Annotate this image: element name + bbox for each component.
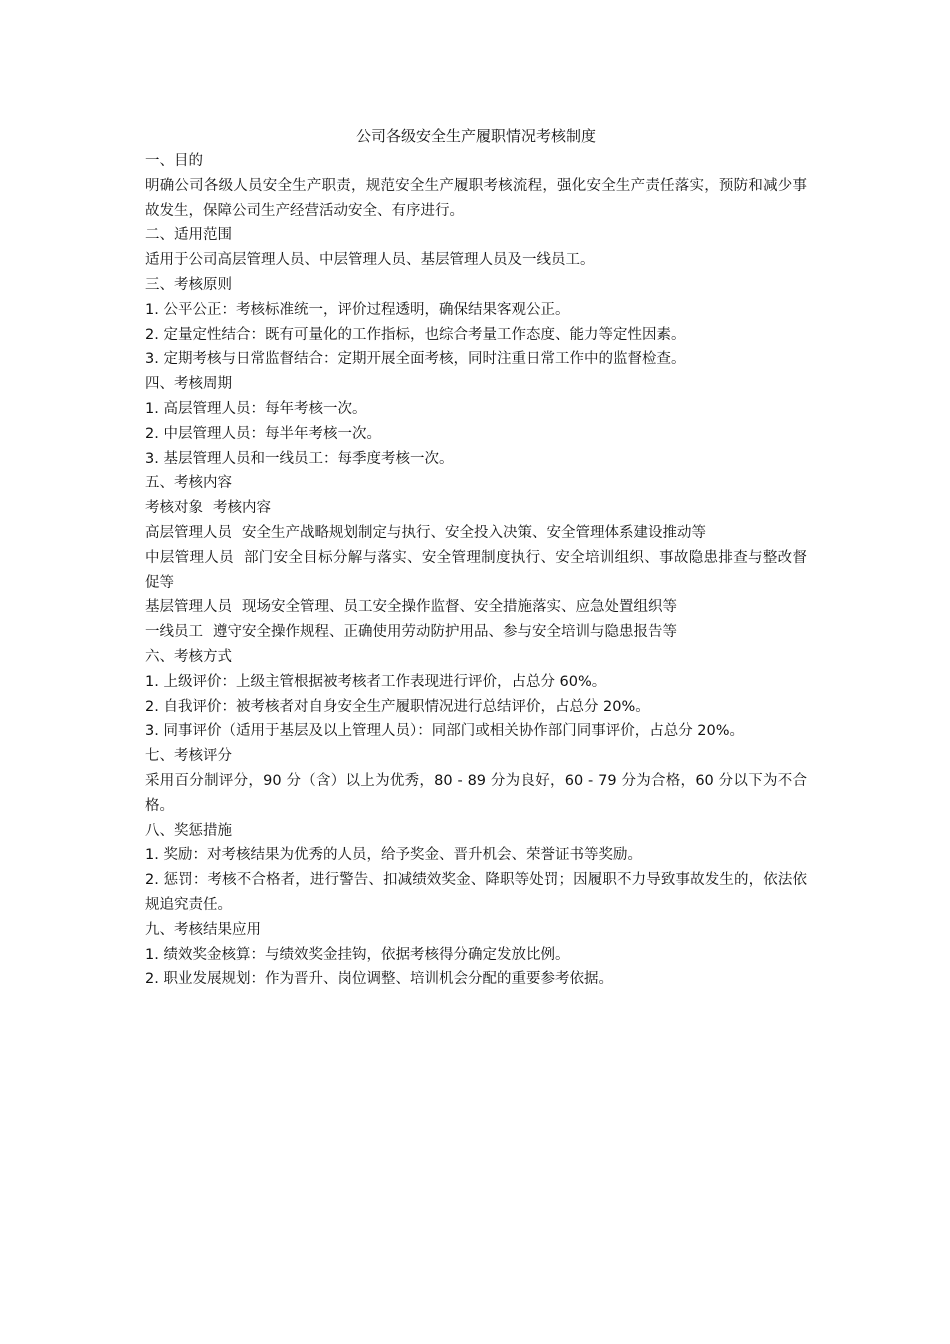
document-page <box>145 124 807 992</box>
table-row <box>145 546 807 596</box>
section-heading-scoring: 七、考核评分 <box>145 748 232 765</box>
table-cell: 安全生产战略规划制定与执行、安全投入决策、安全管理体系建设推动等 <box>242 524 706 541</box>
list-item: 2. 惩罚：考核不合格者，进行警告、扣减绩效奖金、降职等处罚；因履职不力导致事故发生的，依法依规追究责任。 <box>145 872 807 913</box>
section-heading-method: 六、考核方式 <box>145 648 232 665</box>
section-heading-content: 五、考核内容 <box>145 475 232 492</box>
table-cell: 中层管理人员 <box>145 549 234 566</box>
table-row <box>145 595 807 620</box>
table-header-cell: 考核内容 <box>213 500 271 517</box>
list-item: 1. 公平公正：考核标准统一，评价过程透明，确保结果客观公正。 <box>145 301 570 318</box>
document-title: 公司各级安全生产履职情况考核制度 <box>355 127 596 145</box>
section-text-scope: 适用于公司高层管理人员、中层管理人员、基层管理人员及一线员工。 <box>145 252 595 269</box>
table-cell: 一线员工 <box>145 624 203 641</box>
table-row <box>145 620 807 645</box>
list-item: 2. 自我评价：被考核者对自身安全生产履职情况进行总结评价，占总分 20%。 <box>145 698 650 715</box>
table-header-row <box>145 496 807 521</box>
list-item: 2. 中层管理人员：每半年考核一次。 <box>145 425 381 442</box>
list-item: 3. 基层管理人员和一线员工：每季度考核一次。 <box>145 450 454 467</box>
section-heading-rewards: 八、奖惩措施 <box>145 822 232 839</box>
list-item: 3. 同事评价（适用于基层及以上管理人员）：同部门或相关协作部门同事评价，占总分 20%。 <box>145 723 745 740</box>
list-item: 1. 上级评价：上级主管根据被考核者工作表现进行评价，占总分 60%。 <box>145 673 607 690</box>
section-heading-scope: 二、适用范围 <box>145 227 232 244</box>
table-header-cell: 考核对象 <box>145 500 203 517</box>
section-text-purpose: 明确公司各级人员安全生产职责，规范安全生产履职考核流程，强化安全生产责任落实，预防和减少事故发生，保障公司生产经营活动安全、有序进行。 <box>145 177 807 219</box>
section-text-scoring: 采用百分制评分，90 分（含）以上为优秀，80 - 89 分为良好，60 - 79 分为合格，60 分以下为不合格。 <box>145 772 807 814</box>
section-heading-purpose: 一、目的 <box>145 153 203 169</box>
section-heading-principles: 三、考核原则 <box>145 276 232 293</box>
table-cell: 高层管理人员 <box>145 524 232 541</box>
table-cell: 遵守安全操作规程、正确使用劳动防护用品、参与安全培训与隐患报告等 <box>213 624 677 641</box>
section-heading-application: 九、考核结果应用 <box>145 921 261 938</box>
list-item: 1. 奖励：对考核结果为优秀的人员，给予奖金、晋升机会、荣誉证书等奖励。 <box>145 847 642 864</box>
list-item: 2. 职业发展规划：作为晋升、岗位调整、培训机会分配的重要参考依据。 <box>145 971 613 988</box>
table-row <box>145 521 807 546</box>
table-cell: 基层管理人员 <box>145 599 232 616</box>
list-item: 2. 定量定性结合：既有可量化的工作指标，也综合考量工作态度、能力等定性因素。 <box>145 326 686 343</box>
section-heading-cycle: 四、考核周期 <box>145 376 232 393</box>
list-item: 1. 绩效奖金核算：与绩效奖金挂钩，依据考核得分确定发放比例。 <box>145 946 570 963</box>
table-cell: 部门安全目标分解与落实、安全管理制度执行、安全培训组织、事故隐患排查与整改督促等 <box>145 549 807 591</box>
table-cell: 现场安全管理、员工安全操作监督、安全措施落实、应急处置组织等 <box>242 599 677 616</box>
list-item: 1. 高层管理人员：每年考核一次。 <box>145 400 367 417</box>
list-item: 3. 定期考核与日常监督结合：定期开展全面考核，同时注重日常工作中的监督检查。 <box>145 351 686 368</box>
